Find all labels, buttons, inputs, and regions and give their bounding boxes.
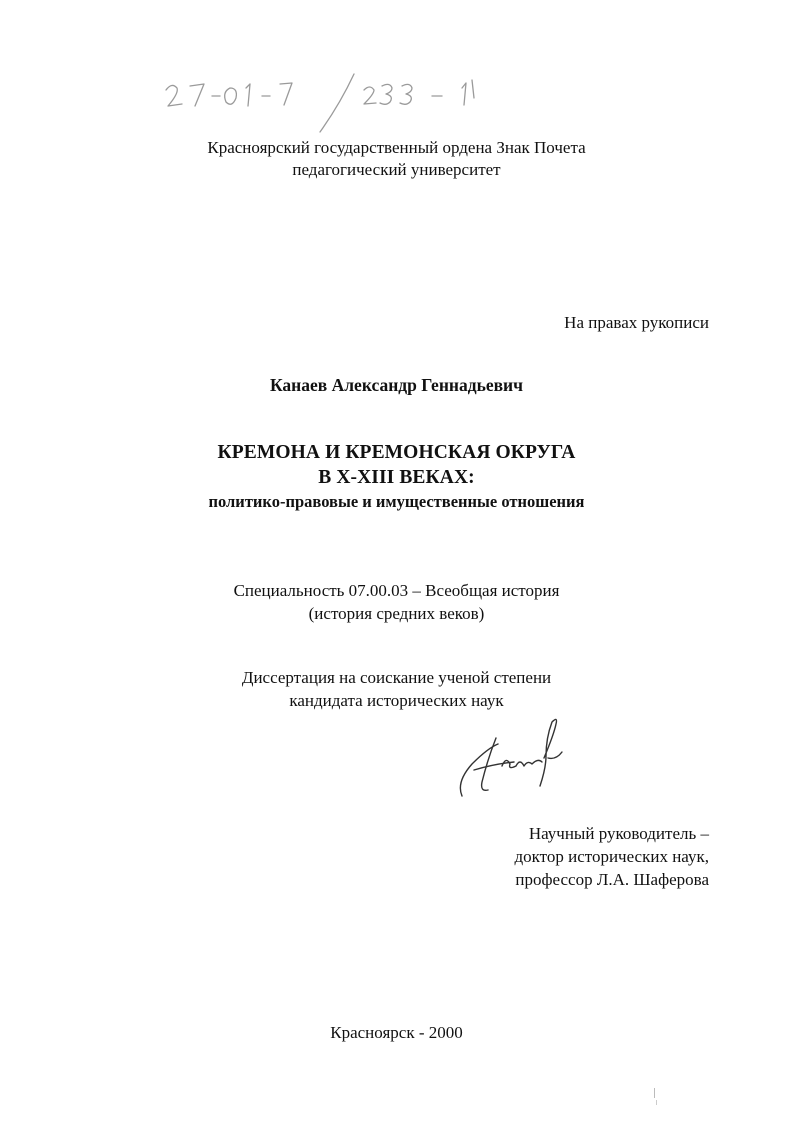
thesis-subtitle: политико-правовые и имущественные отношения: [208, 492, 585, 511]
supervisor-line-2: доктор исторических наук,: [514, 847, 709, 866]
manuscript-rights-note: На правах рукописи: [564, 313, 709, 332]
degree-line-1: Диссертация на соискание ученой степени: [241, 668, 552, 687]
author-name: Канаев Александр Геннадьевич: [269, 375, 524, 395]
thesis-title-line-2: В X-XIII ВЕКАХ:: [318, 467, 475, 488]
institution-line-1: Красноярский государственный ордена Знак Почета: [207, 138, 586, 157]
institution-line-2: педагогический университет: [292, 160, 501, 179]
thesis-title-line-1: КРЕМОНА И КРЕМОНСКАЯ ОКРУГА: [217, 442, 576, 463]
supervisor-line-1: Научный руководитель –: [528, 824, 709, 843]
scan-speck: [656, 1100, 657, 1105]
supervisor-line-3: профессор Л.А. Шаферова: [515, 870, 709, 889]
degree-line-2: кандидата исторических наук: [289, 691, 504, 710]
scan-speck: [654, 1088, 655, 1098]
specialty-line-2: (история средних веков): [308, 604, 485, 623]
city-year: Красноярск - 2000: [330, 1023, 463, 1042]
specialty-line-1: Специальность 07.00.03 – Всеобщая история: [233, 581, 560, 600]
handwritten-registration-mark: [150, 70, 510, 140]
author-signature: [452, 718, 582, 808]
